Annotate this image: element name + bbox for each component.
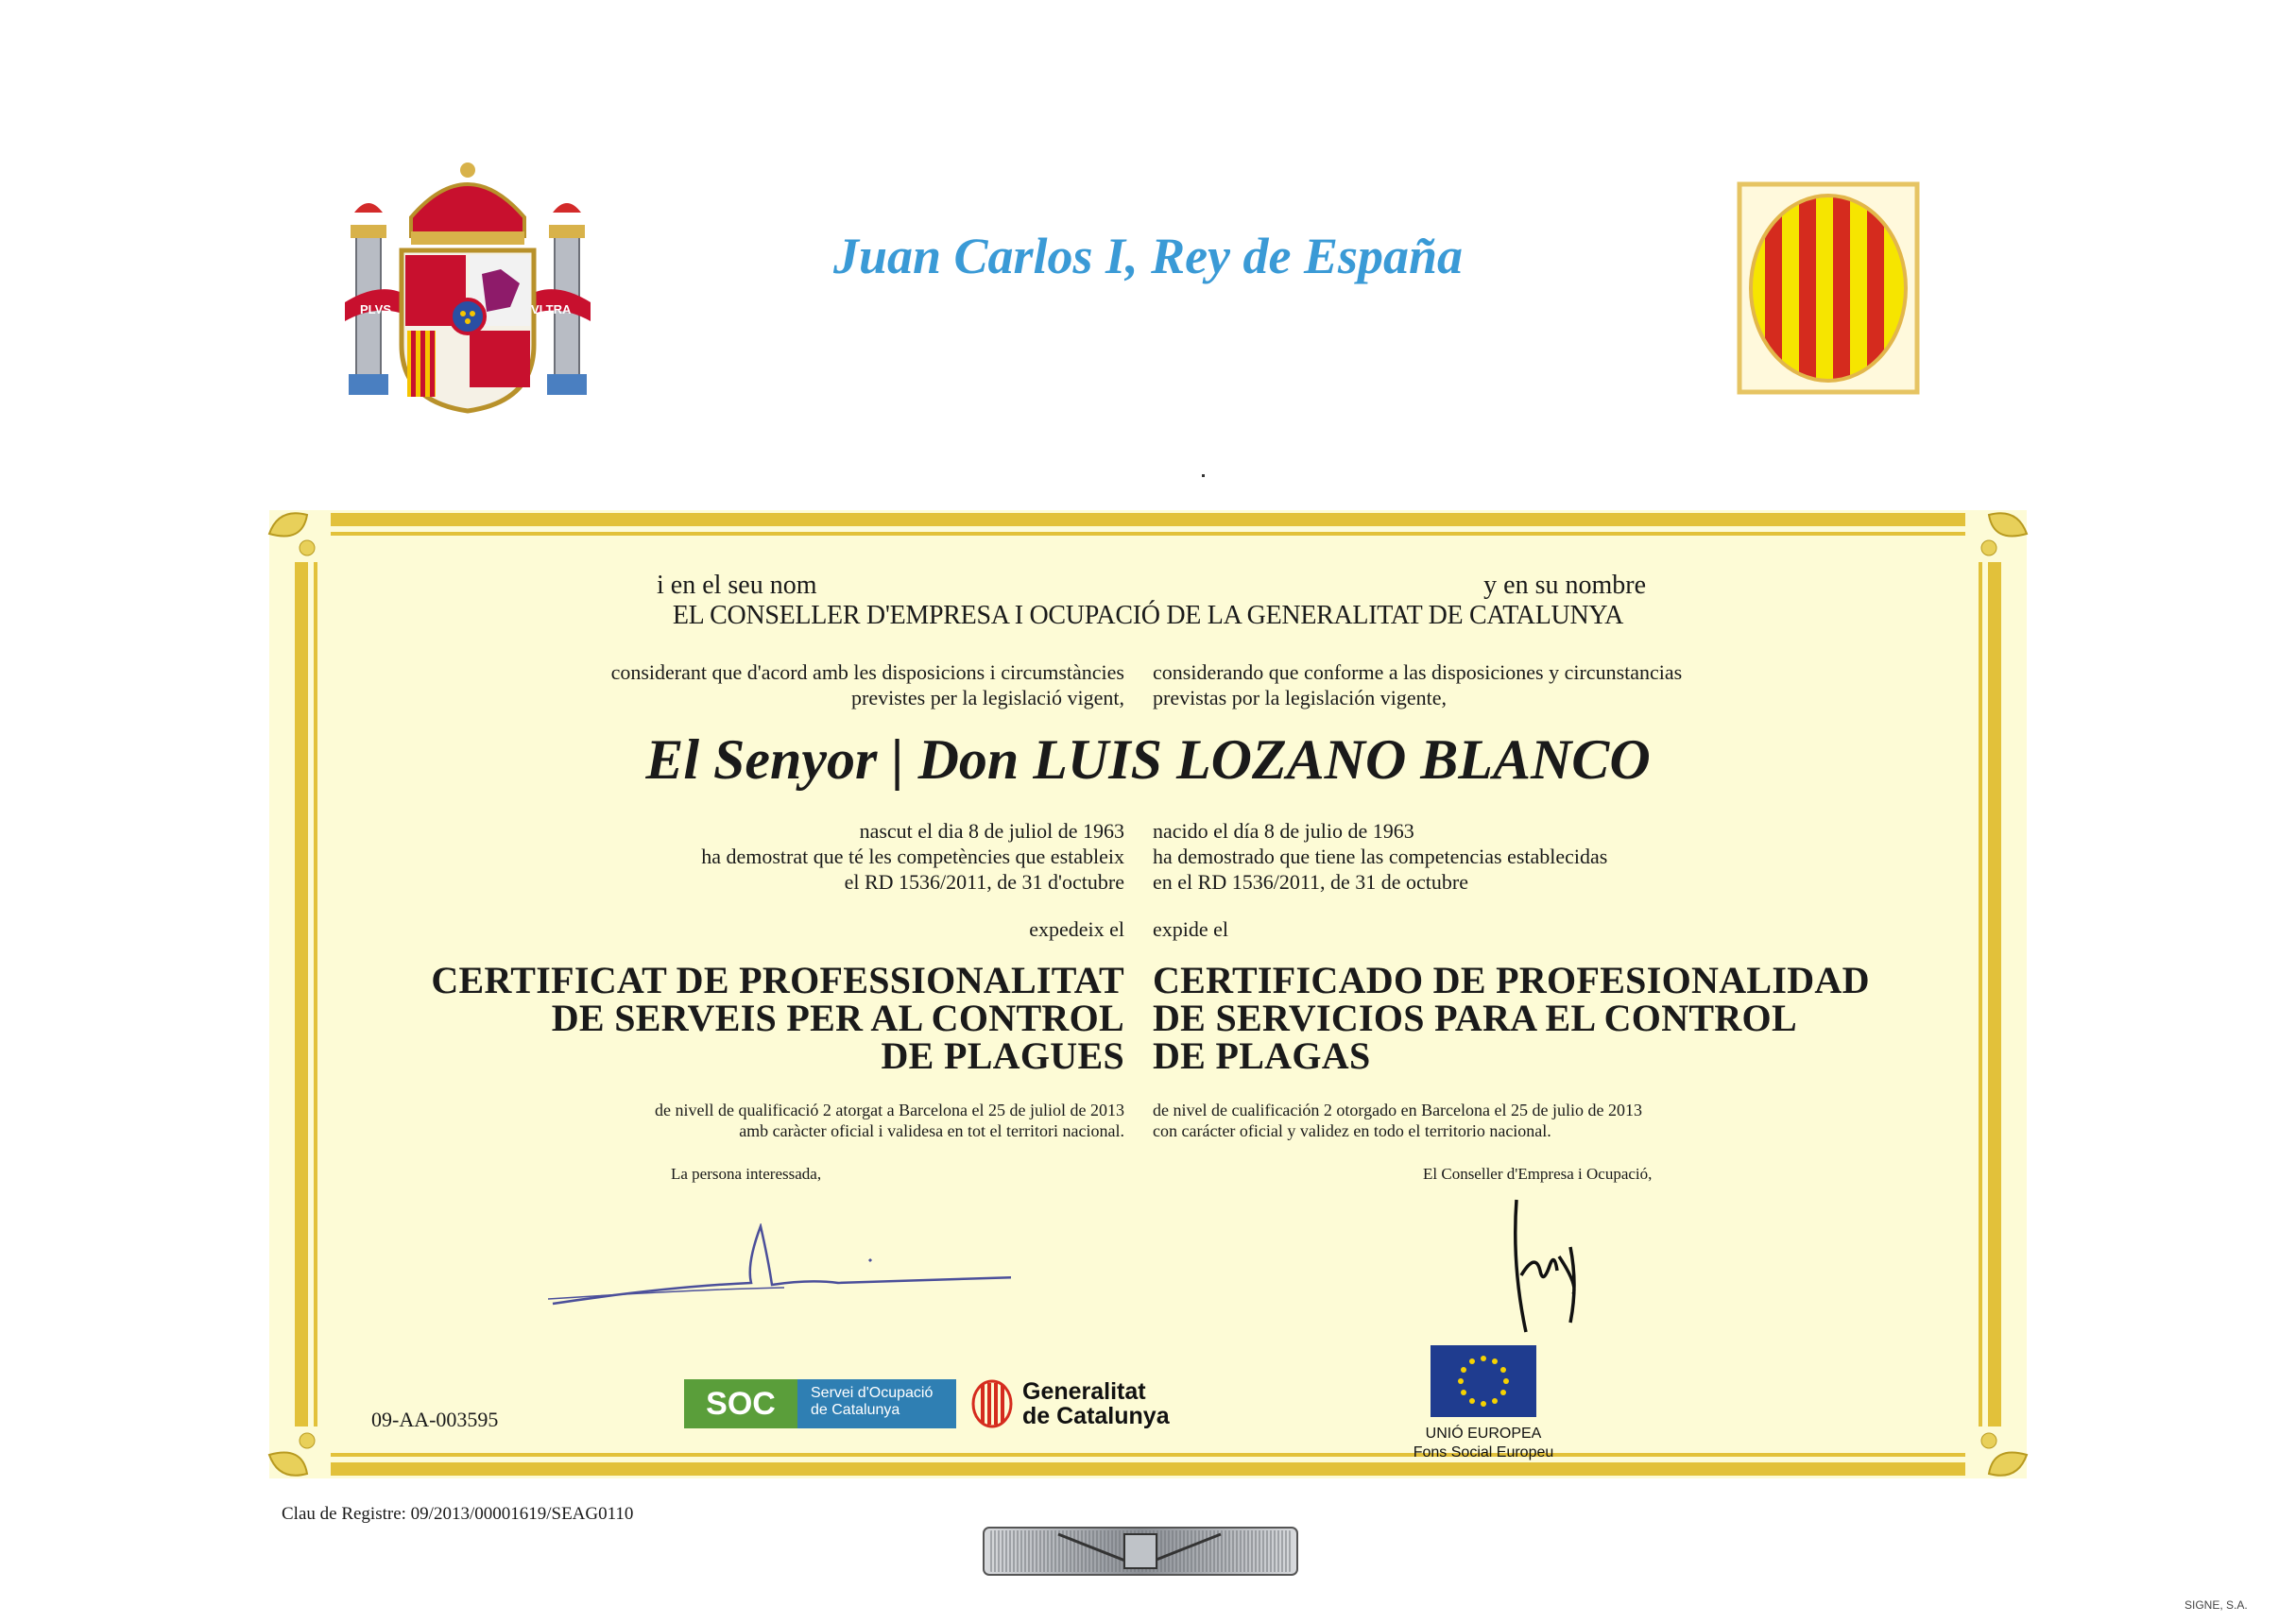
cert-title-ca-line: DE PLAGUES bbox=[881, 1034, 1124, 1077]
level-ca bbox=[454, 1100, 1124, 1141]
motto-left: PLVS bbox=[360, 302, 391, 316]
eu-name: UNIÓ EUROPEA bbox=[1425, 1426, 1542, 1442]
considerando-es-line: previstas por la legislación vigente, bbox=[1153, 686, 1447, 709]
soc-name-line: Servei d'Ocupació bbox=[811, 1385, 934, 1401]
cert-title-es-line: DE SERVICIOS PARA EL CONTROL bbox=[1153, 997, 1797, 1039]
header-title: Juan Carlos I, Rey de España bbox=[832, 228, 1464, 284]
line-es-nom: y en su nombre bbox=[1483, 571, 1646, 600]
signature-interested bbox=[548, 1223, 1011, 1318]
generalitat-name bbox=[1022, 1379, 1170, 1428]
birth-es-line: en el RD 1536/2011, de 31 de octubre bbox=[1153, 870, 1468, 894]
cert-title-ca-line: CERTIFICAT DE PROFESSIONALITAT bbox=[431, 959, 1124, 1001]
authority: EL CONSELLER D'EMPRESA I OCUPACIÓ DE LA GENERALITAT DE CATALUNYA bbox=[672, 601, 1624, 630]
generalitat-name-line: de Catalunya bbox=[1022, 1403, 1170, 1429]
considerando-es bbox=[1153, 659, 1833, 710]
birth-es-line: ha demostrado que tiene las competencias establecidas bbox=[1153, 845, 1608, 868]
level-ca-line: amb caràcter oficial i validesa en tot el territori nacional. bbox=[739, 1121, 1124, 1140]
soc-name bbox=[797, 1379, 956, 1428]
birth-ca-line: ha demostrat que té les competències que estableix bbox=[701, 845, 1124, 868]
registry-key: Clau de Registre: 09/2013/00001619/SEAG0110 bbox=[282, 1504, 634, 1524]
eu-label bbox=[1370, 1425, 1597, 1462]
soc-name-line: de Catalunya bbox=[811, 1402, 900, 1418]
cert-number: 09-AA-003595 bbox=[371, 1408, 499, 1431]
spain-coat-of-arms-icon bbox=[345, 161, 591, 416]
cert-title-es bbox=[1153, 959, 1928, 1077]
considerant-ca-line: considerant que d'acord amb les disposicions i circumstàncies bbox=[610, 660, 1124, 684]
soc-logo bbox=[684, 1379, 956, 1428]
level-es-line: de nivel de cualificación 2 otorgado en Barcelona el 25 de julio de 2013 bbox=[1153, 1101, 1642, 1119]
birth-es-line: nacido el día 8 de julio de 1963 bbox=[1153, 819, 1414, 843]
birth-ca-line: el RD 1536/2011, de 31 d'octubre bbox=[844, 870, 1124, 894]
issues-es: expide el bbox=[1153, 917, 1229, 941]
issues-ca: expedeix el bbox=[1029, 917, 1124, 941]
considerant-ca-line: previstes per la legislació vigent, bbox=[851, 686, 1124, 709]
birth-es bbox=[1153, 818, 1833, 895]
eu-fund: Fons Social Europeu bbox=[1413, 1444, 1554, 1461]
line-ca-nom: i en el seu nom bbox=[657, 571, 817, 600]
printer-mark: SIGNE, S.A. bbox=[2185, 1598, 2248, 1612]
level-es bbox=[1153, 1100, 1833, 1141]
cert-title-ca bbox=[359, 959, 1124, 1077]
birth-ca bbox=[454, 818, 1124, 895]
signature-conseller bbox=[1502, 1190, 1606, 1341]
considerando-es-line: considerando que conforme a las disposiciones y circunstancias bbox=[1153, 660, 1683, 684]
eu-flag-icon bbox=[1431, 1345, 1536, 1417]
catalonia-senyera-emblem-icon bbox=[1737, 181, 1920, 395]
motto-right: VLTRA bbox=[531, 302, 572, 316]
level-ca-line: de nivell de qualificació 2 atorgat a Barcelona el 25 de juliol de 2013 bbox=[655, 1101, 1124, 1119]
dot-mark bbox=[1202, 474, 1205, 477]
cert-title-es-line: DE PLAGAS bbox=[1153, 1034, 1371, 1077]
soc-short: SOC bbox=[684, 1379, 797, 1428]
birth-ca-line: nascut el dia 8 de juliol de 1963 bbox=[859, 819, 1124, 843]
generalitat-emblem-icon bbox=[971, 1379, 1013, 1428]
generalitat-name-line: Generalitat bbox=[1022, 1378, 1146, 1405]
cert-title-es-line: CERTIFICADO DE PROFESIONALIDAD bbox=[1153, 959, 1870, 1001]
interested-label: La persona interessada, bbox=[671, 1165, 822, 1183]
level-es-line: con carácter oficial y validez en todo el territorio nacional. bbox=[1153, 1121, 1551, 1140]
cert-title-ca-line: DE SERVEIS PER AL CONTROL bbox=[551, 997, 1124, 1039]
recipient-name: El Senyor | Don LUIS LOZANO BLANCO bbox=[645, 728, 1651, 791]
conseller-label: El Conseller d'Empresa i Ocupació, bbox=[1423, 1165, 1653, 1183]
security-hologram-icon bbox=[983, 1527, 1298, 1576]
considerant-ca bbox=[454, 659, 1124, 710]
